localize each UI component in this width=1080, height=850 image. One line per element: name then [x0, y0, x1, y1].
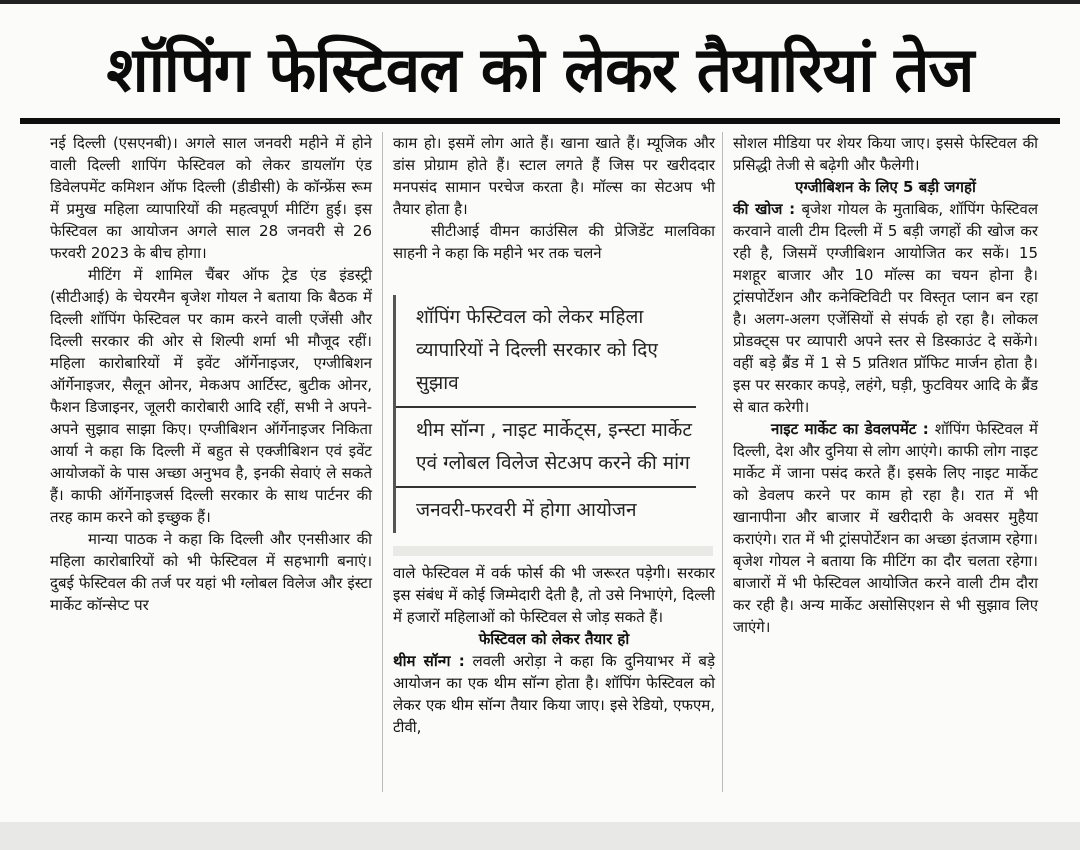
col1-paragraph-2: मीटिंग में शामिल चैंबर ऑफ ट्रेड एंड इंडस्ट्री (सीटीआई) के चेयरमैन बृजेश गोयल ने बताया कि बैठक में दिल्ली शॉपिंग फेस्टिवल पर काम करने वाली एजेंसी और दिल्ली सरकार की ओर से शिल्पी शर्मा भी मौजूद रहीं। महिला कारोबारियों में इवेंट ऑर्गेनाइजर, एग्जीबिशन ऑर्गेनाइजर, सैलून ओनर, मेकअप आर्टिस्ट, बुटीक ओनर, फैशन डिजाइनर, जूलरी कारोबारी आदि रहीं, सभी ने अपने-अपने सुझाव साझा किए। एग्जीबिशन ऑर्गेनाइजर निकिता आर्या ने कहा कि दिल्ली में बहुत से एक्जीबिशन एवं इवेंट आयोजकों के पास अच्छा अनुभव है, इनकी सेवाएं ले सकते हैं। काफी ऑर्गेनाइजर्स दिल्ली सरकार के साथ पार्टनर की तरह काम करने को इच्छुक हैं।	[50, 266, 372, 526]
col3-subhead-1-lead: की खोज :	[733, 200, 796, 218]
col2-paragraph-3: वाले फेस्टिवल में वर्क फोर्स की भी जरूरत पड़ेगी। सरकार इस संबंध में कोई जिम्मेदारी देती है, तो उसे निभाएंगे, दिल्ली में हजारों महिलाओं को फेस्टिवल से जोड़ सकते हैं।	[393, 564, 715, 626]
column-3	[733, 132, 1038, 638]
pull-quote-3: जनवरी-फरवरी में होगा आयोजन	[416, 499, 637, 521]
col2-subhead-lead: थीम सॉन्ग :	[393, 652, 465, 670]
col2-subhead: फेस्टिवल को लेकर तैयार हो	[478, 630, 630, 648]
pull-quote-shade	[393, 546, 713, 556]
col2-paragraph-2: सीटीआई वीमन काउंसिल की प्रेजिडेंट मालविका साहनी ने कहा कि महीने भर तक चलने	[393, 222, 715, 262]
top-border	[0, 0, 1080, 4]
column-divider-1	[382, 132, 383, 792]
col3-subhead-2: नाइट मार्केट का डेवलपमेंट :	[771, 420, 929, 438]
column-2-top	[393, 132, 715, 264]
pull-quote-box	[393, 295, 714, 533]
col3-paragraph-1: सोशल मीडिया पर शेयर किया जाए। इससे फेस्टिवल की प्रसिद्धी तेजी से बढ़ेगी और फैलेगी।	[733, 134, 1038, 174]
bottom-margin	[0, 822, 1080, 850]
col3-subhead-1: एग्जीबिशन के लिए 5 बड़ी जगहों	[795, 178, 976, 196]
pull-quote-1: शॉपिंग फेस्टिवल को लेकर महिला व्यापारियों ने दिल्ली सरकार को दिए सुझाव	[416, 306, 658, 394]
col3-paragraph-3: शॉपिंग फेस्टिवल में दिल्ली, देश और दुनिया से लोग आएंगे। काफी लोग नाइट मार्केट में जाना पसंद करते हैं। इसके लिए नाइट मार्केट को डेवलप करने पर काम हो रहा है। रात में भी खानापीना और बाजार में खरीदारी के अवसर मुहैया कराएंगे। रात में भी ट्रांसपोर्टेशन का अच्छा इंतजाम रहेगा। बृजेश गोयल ने बताया कि मीटिंग का दौर चलता रहेगा। बाजारों में भी फेस्टिवल आयोजित करने वाली टीम दौरा कर रही है। अन्य मार्केट असोसिएशन से भी सुझाव लिए जाएंगे।	[733, 420, 1038, 636]
column-1	[50, 132, 372, 616]
col1-paragraph-3: मान्या पाठक ने कहा कि दिल्ली और एनसीआर की महिला कारोबारियों को भी फेस्टिवल में सहभागी बनाएं। दुबई फेस्टिवल की तर्ज पर यहां भी ग्लोबल विलेज और इंस्टा मार्केट कॉन्सेप्ट पर	[50, 530, 372, 614]
col2-paragraph-1: काम हो। इसमें लोग आते हैं। खाना खाते हैं। म्यूजिक और डांस प्रोग्राम होते हैं। स्टाल लगते हैं जिस पर खरीददार मनपसंद सामान परचेज करता है। मॉल्स का सेटअप भी तैयार होता है।	[393, 134, 715, 218]
col3-paragraph-2: बृजेश गोयल के मुताबिक, शॉपिंग फेस्टिवल करवाने वाली टीम दिल्ली में 5 बड़ी जगहों की खोज कर रही है, जिसमें एग्जीबिशन आयोजित कर सकें। 15 मशहूर बाजार और 10 मॉल्स का चयन होना है। ट्रांसपोर्टेशन और कनेक्टिविटी पर विस्तृत प्लान बन रहा है। अलग-अलग एजेंसियों से संपर्क हो रहा है। लोकल प्रोडक्ट्स पर व्यापारी अपने स्तर से डिस्काउंट दे सकेंगे। वहीं बड़े ब्रैंड में 1 से 5 प्रतिशत प्रॉफिट मार्जन होता है। इस पर सरकार कपड़े, लहंगे, घड़ी, फुटवियर आदि के ब्रैंड से बात करेगी।	[733, 200, 1038, 416]
headline-rule	[20, 118, 1060, 124]
headline: शॉपिंग फेस्टिवल को लेकर तैयारियां तेज	[106, 33, 974, 106]
column-2-bottom	[393, 562, 715, 738]
col1-paragraph-1: नई दिल्ली (एसएनबी)। अगले साल जनवरी महीने में होने वाली दिल्ली शापिंग फेस्टिवल को लेकर डायलॉग एंड डिवेलपमेंट कमिशन ऑफ दिल्ली (डीडीसी) के कॉन्फ्रेंस रूम में प्रमुख महिला व्यापारियों की महत्वपूर्ण मीटिंग हुई। इस फेस्टिवल का आयोजन अगले साल 28 जनवरी से 26 फरवरी 2023 के बीच होगा।	[50, 134, 372, 262]
pull-quote-2: थीम सॉन्ग , नाइट मार्केट्स, इन्स्टा मार्केट एवं ग्लोबल विलेज सेटअप करने की मांग	[416, 419, 692, 474]
column-divider-2	[722, 132, 723, 792]
col2-paragraph-4: लवली अरोड़ा ने कहा कि दुनियाभर में बड़े आयोजन का एक थीम सॉन्ग होता है। शॉपिंग फेस्टिवल को लेकर एक थीम सॉन्ग तैयार किया जाए। इसे रेडियो, एफएम, टीवी,	[393, 652, 715, 736]
